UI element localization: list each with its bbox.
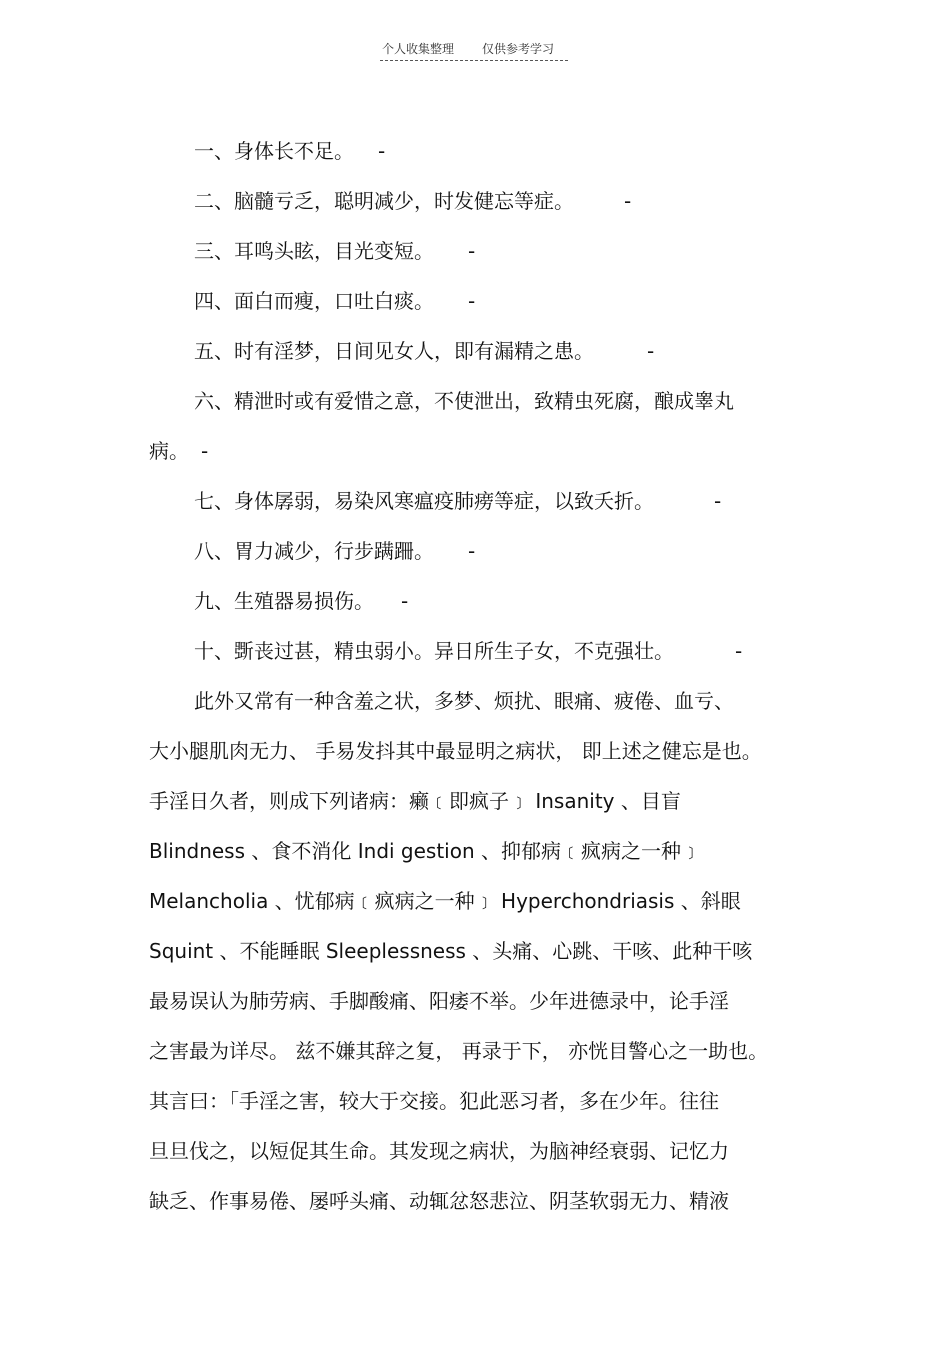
paragraph-line: 缺乏、作事易倦、屡呼头痛、动辄忿怒悲泣、阴茎软弱无力、精液 [149,1189,729,1213]
list-item: 十、斲丧过甚，精虫弱小。异日所生子女，不克强壮。 - [194,639,743,663]
list-item: 三、耳鸣头眩，目光变短。 - [194,239,476,263]
list-item: 六、精泄时或有爱惜之意，不使泄出，致精虫死腐，酿成睾丸 [194,389,734,413]
paragraph-line: 之害最为详尽。 兹不嫌其辞之复， 再录于下， 亦恍目警心之一助也。 [149,1039,769,1063]
paragraph-line: Squint 、不能睡眠 Sleeplessness 、头痛、心跳、干咳、此种干咳 [149,939,753,963]
paragraph-line: 大小腿肌肉无力、 手易发抖其中最显明之病状， 即上述之健忘是也。 [149,739,762,763]
separator-dash: - [378,139,386,163]
paragraph-line: 最易误认为肺劳病、手脚酸痛、阳痿不举。少年进德录中，论手淫 [149,989,729,1013]
list-item: 病。 - [149,439,209,463]
separator-dash: - [735,639,743,663]
list-item: 七、身体孱弱，易染风寒瘟疫肺痨等症，以致夭折。 - [194,489,722,513]
list-item: 五、时有淫梦，日间见女人，即有漏精之患。 - [194,339,655,363]
paragraph-line: 其言曰：「手淫之害，较大于交接。犯此恶习者，多在少年。往往 [149,1089,719,1113]
paragraph-line: 手淫日久者，则成下列诸病：癞﹝即疯子﹞ Insanity 、目盲 [149,789,681,813]
separator-dash: - [201,439,209,463]
header-right-text: 仅供参考学习 [482,42,555,56]
paragraph-line: 此外又常有一种含羞之状，多梦、烦扰、眼痛、疲倦、血亏、 [194,689,734,713]
list-item: 九、生殖器易损伤。 - [194,589,409,613]
separator-dash: - [468,539,476,563]
page-header [380,38,568,61]
list-item: 二、脑髓亏乏，聪明减少，时发健忘等症。 - [194,189,632,213]
list-item: 一、身体长不足。 - [194,139,386,163]
paragraph-line: Melancholia 、忧郁病﹝疯病之一种﹞ Hyperchondriasis 、斜眼 [149,889,741,913]
separator-dash: - [624,189,632,213]
header-left-text: 个人收集整理 [382,42,455,56]
paragraph-line: 旦旦伐之，以短促其生命。其发现之病状，为脑神经衰弱、记忆力 [149,1139,729,1163]
separator-dash: - [468,289,476,313]
paragraph-line: Blindness 、食不消化 Indi gestion 、抑郁病﹝疯病之一种﹞ [149,839,702,863]
separator-dash: - [401,589,409,613]
list-item: 八、胃力减少，行步蹒跚。 - [194,539,476,563]
separator-dash: - [714,489,722,513]
list-item: 四、面白而瘦，口吐白痰。 - [194,289,476,313]
separator-dash: - [647,339,655,363]
separator-dash: - [468,239,476,263]
